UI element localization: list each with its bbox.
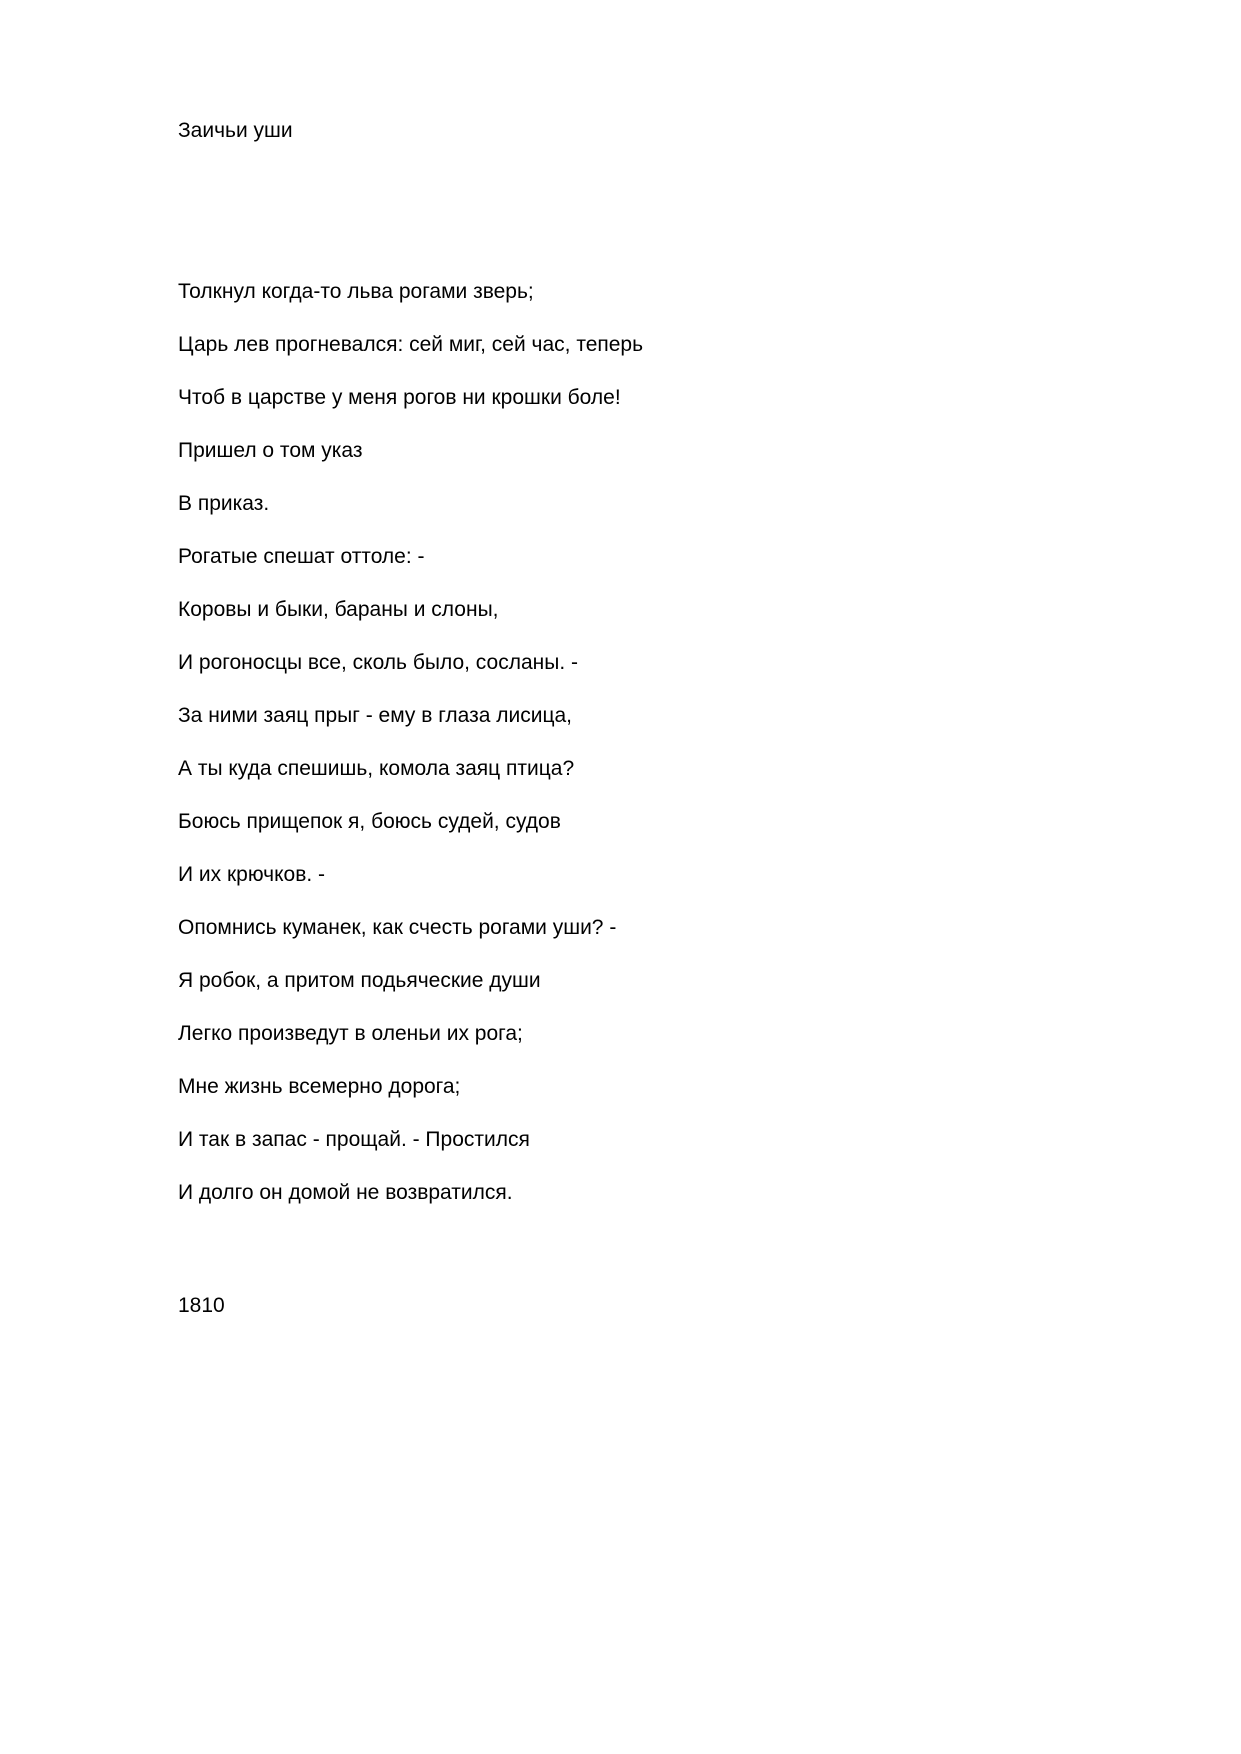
poem-title: Заичьи уши <box>178 119 293 142</box>
poem-line: Царь лев прогневался: сей миг, сей час, теперь <box>178 333 644 356</box>
poem-line: И так в запас - прощай. - Простился <box>178 1128 530 1151</box>
poem-line: И долго он домой не возвратился. <box>178 1181 513 1204</box>
poem-line: Рогатые спешат оттоле: - <box>178 545 425 568</box>
poem-line: Боюсь прищепок я, боюсь судей, судов <box>178 810 561 833</box>
poem-year: 1810 <box>178 1294 225 1317</box>
poem-line: Коровы и быки, бараны и слоны, <box>178 598 499 621</box>
poem-line: И рогоносцы все, сколь было, сосланы. - <box>178 651 578 674</box>
poem-line: Легко произведут в оленьи их рога; <box>178 1022 523 1045</box>
poem-line: В приказ. <box>178 492 270 515</box>
poem-line: Мне жизнь всемерно дорога; <box>178 1075 461 1098</box>
poem-body <box>178 278 643 1232</box>
poem-line: Опомнись куманек, как счесть рогами уши? - <box>178 916 617 939</box>
poem-line: Толкнул когда-то льва рогами зверь; <box>178 280 534 303</box>
poem-line: За ними заяц прыг - ему в глаза лисица, <box>178 704 573 727</box>
poem-line: Я робок, а притом подьяческие души <box>178 969 541 992</box>
poem-line: И их крючков. - <box>178 863 326 886</box>
poem-line: А ты куда спешишь, комола заяц птица? <box>178 757 575 780</box>
poem-line: Пришел о том указ <box>178 439 363 462</box>
poem-line: Чтоб в царстве у меня рогов ни крошки боле! <box>178 386 621 409</box>
